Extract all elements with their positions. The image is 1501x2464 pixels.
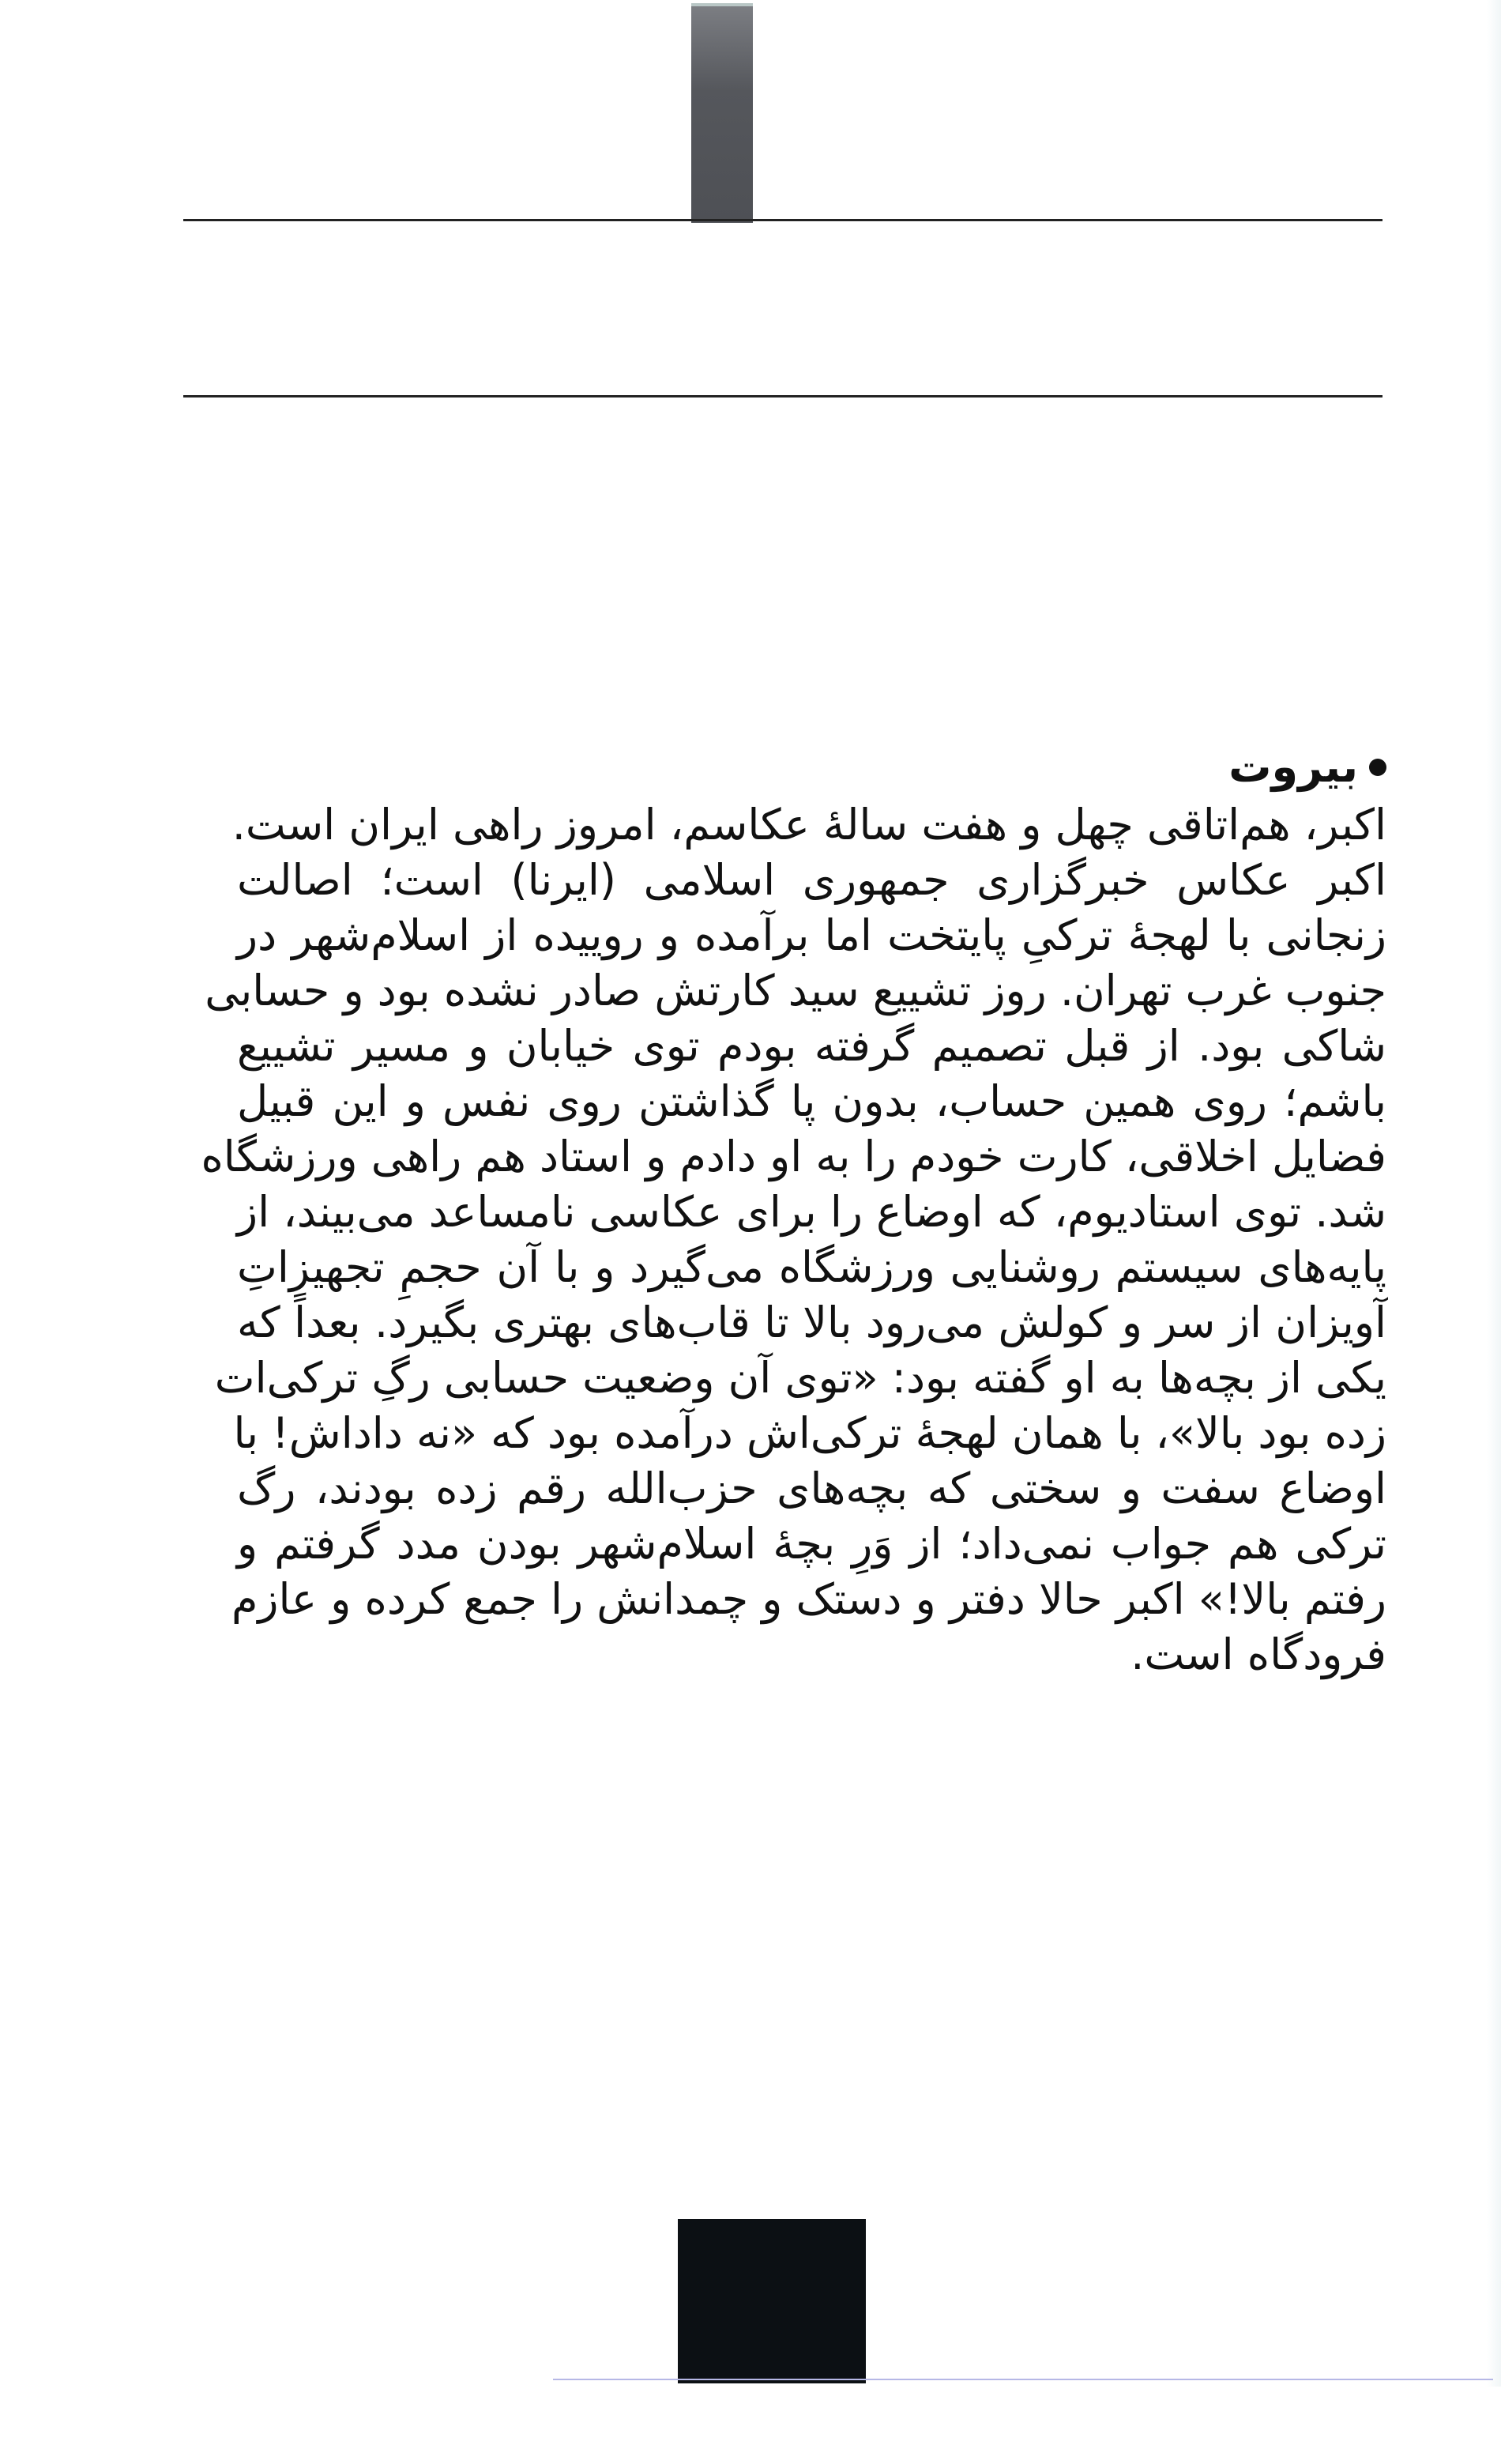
heading-text: بیروت xyxy=(1228,742,1358,792)
article-body xyxy=(201,797,1386,1682)
bottom-page-edge-rule xyxy=(553,2379,1493,2380)
text-line: اوضاع سفت و سختی که بچه‌های حزب‌الله رقم زده بودند، رگ xyxy=(237,1464,1386,1513)
text-line: رفتم بالا!» اکبر حالا دفتر و دستک و چمدانش را جمع کرده و عازم xyxy=(231,1574,1386,1624)
text-line: زنجانی با لهجهٔ ترکیِ پایتخت اما برآمده و روییده از اسلام‌شهر در xyxy=(237,910,1386,960)
section-heading xyxy=(237,739,1386,796)
text-line: باشم؛ روی همین حساب، بدون پا گذاشتن روی نفس و این قبیل xyxy=(237,1076,1386,1126)
bullet-icon xyxy=(1369,759,1386,776)
text-line: پایه‌های سیستم روشنایی ورزشگاه می‌گیرد و با آن حجمِ تجهیزاتِ xyxy=(237,1242,1386,1292)
top-divider-rule xyxy=(183,219,1382,221)
text-line-last: فرودگاه است. xyxy=(1130,1629,1386,1679)
text-line: اکبر، هم‌اتاقی چهل و هفت سالهٔ عکاسم، امروز راهی ایران است. xyxy=(231,800,1386,850)
second-divider-rule xyxy=(183,395,1382,397)
article xyxy=(201,739,1386,1682)
text-line: شد. توی استادیوم، که اوضاع را برای عکاسی نامساعد می‌بیند، از xyxy=(237,1187,1386,1237)
text-line: آویزان از سر و کولش می‌رود بالا تا قاب‌های بهتری بگیرد. بعداً که xyxy=(237,1298,1386,1347)
text-line: زده بود بالا»، با همان لهجهٔ ترکی‌اش درآمده بود که «نه داداش! با xyxy=(233,1408,1386,1458)
text-line: یکی از بچه‌ها به او گفته بود: «توی آن وضعیت حسابی رگِ ترکی‌ات xyxy=(214,1353,1386,1403)
page-edge xyxy=(1487,0,1501,2387)
text-line: شاکی بود. از قبل تصمیم گرفته بودم توی خیابان و مسیر تشییع xyxy=(237,1021,1386,1071)
text-line: اکبر عکاس خبرگزاری جمهوری اسلامی (ایرنا) است؛ اصالت xyxy=(237,855,1386,905)
bottom-decorative-block xyxy=(678,2219,866,2383)
text-line: ترکی هم جواب نمی‌داد؛ از وَرِ بچهٔ اسلام‌شهر بودن مدد گرفتم و xyxy=(237,1519,1386,1569)
text-line: جنوب غرب تهران. روز تشییع سید کارتش صادر نشده بود و حسابی xyxy=(205,966,1386,1015)
text-line: فضایل اخلاقی، کارت خودم را به او دادم و استاد هم راهی ورزشگاه xyxy=(201,1132,1386,1181)
top-decorative-bar xyxy=(691,3,753,223)
